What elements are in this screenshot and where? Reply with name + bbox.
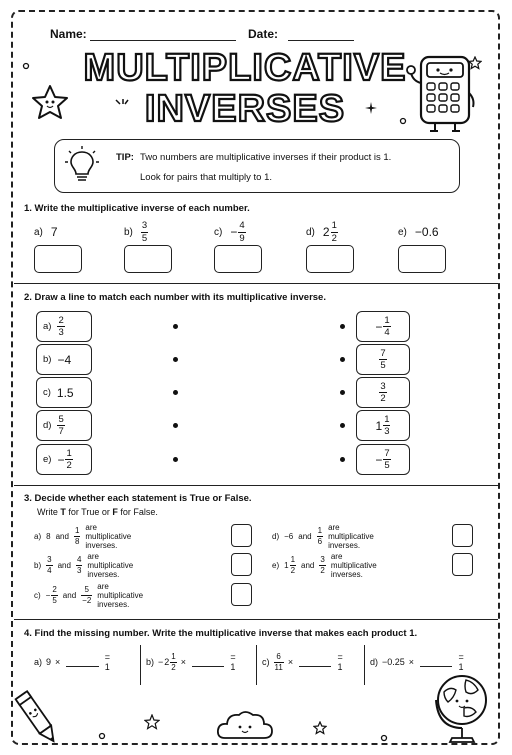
q3-second-number — [81, 586, 92, 605]
q3-statement-tail: are multiplicative inverses. — [328, 522, 374, 550]
numerator: 1 — [66, 447, 72, 459]
whole-number: 2 — [322, 225, 330, 239]
q2-left-card[interactable] — [36, 311, 92, 342]
q3-first-number — [46, 556, 52, 575]
equals-one: = 1 — [230, 652, 236, 672]
denominator: −2 — [82, 595, 92, 605]
true-false-box[interactable] — [452, 553, 473, 576]
denominator: 5 — [141, 232, 148, 244]
q2-left-card[interactable] — [36, 444, 92, 475]
q3-second-number — [317, 527, 323, 546]
true-false-box[interactable] — [231, 583, 252, 606]
fraction — [319, 556, 325, 575]
q1-item-label: e) — [398, 226, 407, 238]
q3-and: and — [301, 560, 315, 570]
fraction — [76, 556, 82, 575]
star-icon — [144, 714, 160, 730]
star-icon — [313, 721, 327, 735]
q3-statement-tail: are multiplicative inverses. — [97, 581, 144, 609]
q1-item-label: a) — [34, 226, 43, 238]
q2-left-value — [57, 316, 64, 338]
number: −6 — [284, 531, 294, 541]
q2-item-label: b) — [43, 354, 52, 365]
q2-right-card[interactable] — [356, 344, 410, 375]
denominator: 2 — [320, 565, 325, 575]
q2-item-label: c) — [43, 387, 51, 398]
equals-one: = 1 — [104, 652, 110, 672]
true-false-box[interactable] — [231, 524, 252, 547]
q3-statement-tail: are multiplicative inverses. — [87, 551, 134, 579]
q3-statement — [34, 553, 133, 577]
denominator: 2 — [290, 565, 296, 575]
numerator: 2 — [58, 314, 64, 326]
q1-item-value — [230, 221, 245, 243]
whole-number: −4 — [57, 352, 72, 367]
denominator: 6 — [317, 536, 323, 546]
q4-item-label: d) — [370, 657, 379, 667]
fraction — [141, 221, 148, 243]
sign: − — [45, 590, 51, 600]
numerator: 4 — [76, 554, 82, 564]
sign: − — [230, 225, 238, 239]
q1-item-value — [141, 221, 148, 243]
numerator: 5 — [58, 413, 64, 425]
q4-answer-blank[interactable] — [66, 657, 98, 667]
whole-number: −0.6 — [414, 225, 439, 239]
q4-item-label: a) — [34, 657, 43, 667]
fraction — [238, 221, 245, 243]
q2-right-card[interactable] — [356, 410, 410, 441]
q2-item-label: e) — [43, 454, 52, 465]
q2-left-value — [57, 386, 74, 400]
title-line2: INVERSES — [144, 88, 346, 130]
q2-left-card[interactable] — [36, 344, 92, 375]
true-false-box[interactable] — [452, 524, 473, 547]
q1-item-value — [323, 221, 338, 243]
q1-answer-box[interactable] — [398, 245, 446, 273]
numerator: 7 — [384, 447, 390, 459]
denominator: 4 — [384, 327, 390, 338]
q2-item-label: d) — [43, 420, 52, 431]
numerator: 2 — [52, 584, 57, 594]
q2-right-card[interactable] — [356, 311, 410, 342]
denominator: 5 — [380, 360, 386, 371]
numerator: 3 — [380, 380, 386, 392]
whole-number: 2 — [164, 657, 170, 667]
q3-and: and — [62, 590, 77, 600]
name-field[interactable] — [90, 40, 236, 41]
equals-one: = 1 — [337, 652, 343, 672]
fraction — [379, 349, 386, 371]
q3-item-label: c) — [34, 590, 41, 600]
q4-given-number — [274, 653, 284, 672]
denominator: 7 — [58, 426, 64, 437]
q4-answer-blank[interactable] — [192, 657, 224, 667]
q3-second-number — [319, 556, 325, 575]
q3-statement — [34, 583, 143, 607]
whole-number: 1 — [284, 560, 289, 570]
match-dot-left[interactable] — [173, 457, 178, 462]
fraction — [290, 556, 296, 575]
q4-equation — [146, 650, 241, 674]
q2-right-card[interactable] — [356, 444, 410, 475]
number: 9 — [46, 657, 52, 667]
denominator: 2 — [331, 232, 337, 244]
match-dot-right[interactable] — [340, 423, 345, 428]
q1-answer-box[interactable] — [214, 245, 262, 273]
column-divider — [256, 645, 257, 685]
q3-first-number — [284, 556, 296, 575]
whole-number: 1 — [375, 418, 383, 433]
times-sign: × — [287, 657, 294, 667]
q2-left-value — [57, 449, 72, 471]
denominator: 4 — [47, 565, 52, 575]
fraction — [74, 527, 80, 546]
fraction — [170, 653, 176, 672]
q3-and: and — [55, 531, 69, 541]
q3-item-label: a) — [34, 531, 42, 541]
date-label: Date: — [248, 27, 279, 41]
globe-mascot-icon — [432, 668, 492, 748]
match-dot-left[interactable] — [173, 390, 178, 395]
q1-item-label: b) — [124, 226, 133, 238]
match-dot-left[interactable] — [173, 324, 178, 329]
sparkle-icon — [364, 101, 378, 115]
number: 8 — [46, 531, 51, 541]
cloud-mascot-icon — [215, 708, 275, 742]
date-field[interactable] — [288, 40, 354, 41]
times-sign: × — [180, 657, 187, 667]
numerator: 1 — [384, 413, 390, 425]
fraction — [379, 382, 386, 404]
q3-title: 3. Decide whether each statement is True or False. — [24, 493, 252, 504]
q3-first-number — [284, 532, 293, 541]
q3-statement-tail: are multiplicative inverses. — [330, 551, 377, 579]
circle-doodle-icon — [380, 734, 388, 742]
sparkle-icon — [114, 98, 132, 112]
sign: − — [375, 319, 383, 334]
calculator-mascot-icon — [405, 53, 477, 135]
numerator: 1 — [317, 525, 323, 535]
sign: − — [375, 452, 383, 467]
divider — [14, 485, 498, 486]
numerator: 6 — [274, 653, 284, 663]
q1-item-label: c) — [214, 226, 223, 238]
q3-first-number — [46, 586, 58, 605]
q2-right-card[interactable] — [356, 377, 410, 408]
q4-equation — [262, 650, 348, 674]
q3-statement — [272, 524, 374, 548]
whole-number: 7 — [50, 225, 58, 239]
q1-item — [398, 219, 439, 245]
q3-statement-tail: are multiplicative inverses. — [85, 522, 132, 550]
match-dot-right[interactable] — [340, 457, 345, 462]
q2-left-card[interactable] — [36, 377, 92, 408]
numerator: 1 — [171, 651, 176, 661]
q1-item — [306, 219, 338, 245]
fraction — [383, 449, 390, 471]
q2-left-card[interactable] — [36, 410, 92, 441]
q4-answer-blank[interactable] — [299, 657, 331, 667]
q1-answer-box[interactable] — [34, 245, 82, 273]
numerator: 5 — [81, 586, 92, 596]
match-dot-right[interactable] — [340, 324, 345, 329]
denominator: 9 — [239, 232, 245, 244]
circle-doodle-icon — [22, 62, 30, 70]
match-dot-left[interactable] — [173, 357, 178, 362]
denominator: 5 — [384, 460, 390, 471]
tip-box — [54, 139, 460, 193]
column-divider — [364, 645, 365, 685]
match-dot-left[interactable] — [173, 423, 178, 428]
q4-answer-blank[interactable] — [420, 657, 452, 667]
true-false-box[interactable] — [231, 553, 252, 576]
fraction — [51, 586, 57, 605]
q4-item-label: c) — [262, 657, 270, 667]
numerator: 3 — [320, 554, 325, 564]
fraction — [65, 449, 72, 471]
q1-title: 1. Write the multiplicative inverse of each number. — [24, 203, 250, 214]
q3-item-label: e) — [272, 560, 280, 570]
q3-statement — [272, 553, 377, 577]
whole-number: 1.5 — [56, 385, 74, 400]
title-line1: MULTIPLICATIVE — [83, 47, 407, 89]
fraction — [57, 415, 64, 437]
circle-doodle-icon — [98, 732, 106, 740]
q3-statement — [34, 524, 131, 548]
denominator: 3 — [384, 426, 390, 437]
q1-item-value — [51, 225, 58, 239]
numerator: 1 — [384, 314, 390, 326]
q4-equation — [34, 650, 116, 674]
fraction — [331, 221, 338, 243]
denominator: 2 — [380, 393, 386, 404]
q1-item-value — [415, 225, 439, 239]
name-label: Name: — [50, 27, 87, 41]
numerator: 1 — [74, 525, 80, 535]
sign: − — [57, 452, 65, 467]
divider — [14, 283, 498, 284]
tip-label: TIP: — [116, 152, 134, 163]
fraction — [383, 415, 390, 437]
pencil-mascot-icon — [14, 686, 62, 752]
fraction — [317, 527, 323, 546]
denominator: 2 — [66, 460, 72, 471]
q2-left-value — [57, 415, 64, 437]
number: −0.25 — [382, 657, 405, 667]
fraction — [46, 556, 52, 575]
q1-item — [214, 219, 246, 245]
q1-answer-box[interactable] — [124, 245, 172, 273]
q3-second-number — [76, 556, 82, 575]
q3-first-number — [46, 532, 50, 541]
q3-and: and — [298, 531, 312, 541]
numerator: 3 — [141, 220, 148, 231]
q3-item-label: d) — [272, 531, 280, 541]
q1-item — [124, 219, 148, 245]
fraction — [274, 653, 284, 672]
q4-given-number — [158, 653, 177, 672]
q3-second-number — [74, 527, 80, 546]
q1-item-label: d) — [306, 226, 315, 238]
q4-given-number — [46, 657, 51, 667]
match-dot-right[interactable] — [340, 357, 345, 362]
q2-left-value — [57, 353, 71, 367]
fraction — [81, 586, 92, 605]
q2-item-label: a) — [43, 321, 52, 332]
q1-answer-box[interactable] — [306, 245, 354, 273]
q1-item — [34, 219, 58, 245]
numerator: 4 — [239, 220, 245, 231]
q3-and: and — [57, 560, 71, 570]
q2-title: 2. Draw a line to match each number with its multiplicative inverse. — [24, 292, 326, 303]
fraction — [383, 316, 390, 338]
q4-item-label: b) — [146, 657, 155, 667]
numerator: 7 — [380, 347, 386, 359]
star-face-icon — [28, 82, 78, 122]
sign: − — [158, 657, 164, 667]
equals-one: = 1 — [458, 652, 464, 672]
times-sign: × — [408, 657, 415, 667]
denominator: 2 — [171, 662, 176, 672]
denominator: 8 — [74, 536, 80, 546]
times-sign: × — [55, 657, 61, 667]
denominator: 11 — [274, 662, 283, 672]
divider — [14, 619, 498, 620]
numerator: 1 — [331, 220, 337, 231]
match-dot-right[interactable] — [340, 390, 345, 395]
numerator: 1 — [290, 554, 296, 564]
q4-given-number — [382, 657, 405, 667]
denominator: 3 — [76, 565, 82, 575]
tip-text-2: Look for pairs that multiply to 1. — [140, 172, 273, 183]
q3-instructions: Write T for True or F for False. — [37, 507, 158, 517]
lightbulb-icon — [64, 145, 100, 185]
denominator: 3 — [58, 327, 64, 338]
column-divider — [140, 645, 141, 685]
numerator: 3 — [47, 554, 52, 564]
denominator: 5 — [52, 595, 57, 605]
tip-text-1: Two numbers are multiplicative inverses if their product is 1. — [140, 152, 392, 163]
q4-title: 4. Find the missing number. Write the multiplicative inverse that makes each product 1. — [24, 628, 418, 639]
fraction — [57, 316, 64, 338]
q3-item-label: b) — [34, 560, 42, 570]
